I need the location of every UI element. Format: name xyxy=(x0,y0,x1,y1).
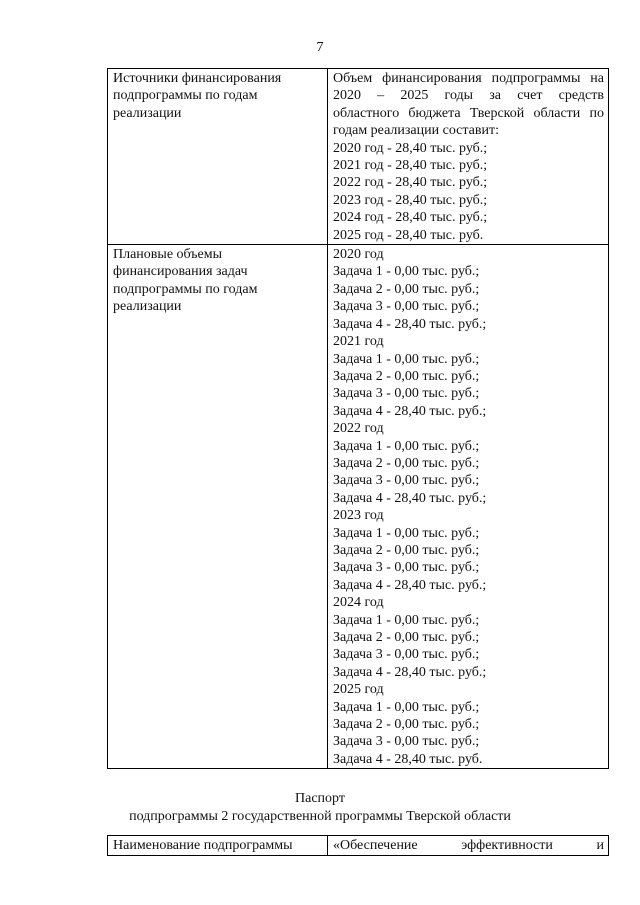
list-item: Задача 2 - 0,00 тыс. руб.; xyxy=(333,455,480,471)
list-item: Задача 1 - 0,00 тыс. руб.; xyxy=(333,525,480,541)
intro-line: годам реализации составит: xyxy=(333,123,499,139)
list-item: Задача 2 - 0,00 тыс. руб.; xyxy=(333,542,480,558)
list-item: 2024 год xyxy=(333,595,384,611)
subprogram-name-cell xyxy=(328,836,609,856)
passport-title: Паспорт xyxy=(295,791,345,806)
year-amount-line: 2023 год - 28,40 тыс. руб.; xyxy=(333,192,488,208)
list-item: 2025 год xyxy=(333,682,384,698)
list-item: 2021 год xyxy=(333,334,384,350)
list-item: Задача 3 - 0,00 тыс. руб.; xyxy=(333,299,480,315)
table-row xyxy=(108,836,609,856)
year-amount-line: 2022 год - 28,40 тыс. руб.; xyxy=(333,175,488,191)
list-item: Задача 3 - 0,00 тыс. руб.; xyxy=(333,386,480,402)
intro-line: областного бюджета Тверской области по xyxy=(333,105,604,121)
list-item: Задача 1 - 0,00 тыс. руб.; xyxy=(333,699,480,715)
list-item: Задача 2 - 0,00 тыс. руб.; xyxy=(333,281,480,297)
page-number: 7 xyxy=(316,40,324,55)
list-item: Задача 2 - 0,00 тыс. руб.; xyxy=(333,717,480,733)
row-label-planned-volumes: Плановые объемы финансирования задач подпрограммы по годам реализации xyxy=(108,245,328,769)
list-item: Задача 3 - 0,00 тыс. руб.; xyxy=(333,647,480,663)
list-item: Задача 1 - 0,00 тыс. руб.; xyxy=(333,438,480,454)
financing-table xyxy=(107,68,609,769)
list-item: Задача 4 - 28,40 тыс. руб.; xyxy=(333,403,487,419)
list-item: Задача 1 - 0,00 тыс. руб.; xyxy=(333,351,480,367)
year-amount-line: 2024 год - 28,40 тыс. руб.; xyxy=(333,210,488,226)
table-row xyxy=(108,245,609,769)
list-item: 2022 год xyxy=(333,421,384,437)
year-amount-line: 2025 год - 28,40 тыс. руб. xyxy=(333,227,484,243)
intro-line: Объем финансирования подпрограммы на xyxy=(333,71,604,86)
list-item: 2023 год xyxy=(333,508,384,524)
list-item: Задача 4 - 28,40 тыс. руб.; xyxy=(333,577,487,593)
list-item: Задача 2 - 0,00 тыс. руб.; xyxy=(333,368,480,384)
row-label-financing-sources: Источники финансирования подпрограммы по годам реализации xyxy=(108,69,328,245)
list-item: Задача 4 - 28,40 тыс. руб. xyxy=(333,751,483,767)
list-item: Задача 4 - 28,40 тыс. руб.; xyxy=(333,664,487,680)
subprogram-name-value: «Обеспечение эффективности и xyxy=(333,838,604,853)
list-item: Задача 3 - 0,00 тыс. руб.; xyxy=(333,734,480,750)
list-item: Задача 1 - 0,00 тыс. руб.; xyxy=(333,612,480,628)
financing-sources-cell xyxy=(328,69,609,245)
list-item: 2020 год xyxy=(333,247,384,263)
year-amount-line: 2020 год - 28,40 тыс. руб.; xyxy=(333,140,488,156)
list-item: Задача 3 - 0,00 тыс. руб.; xyxy=(333,473,480,489)
intro-line: 2020 – 2025 годы за счет средств xyxy=(333,88,604,104)
passport-subtitle: подпрограммы 2 государственной программы Тверской области xyxy=(129,809,511,824)
list-item: Задача 2 - 0,00 тыс. руб.; xyxy=(333,630,480,645)
list-item: Задача 4 - 28,40 тыс. руб.; xyxy=(333,316,487,332)
list-item: Задача 4 - 28,40 тыс. руб.; xyxy=(333,490,487,506)
year-amount-line: 2021 год - 28,40 тыс. руб.; xyxy=(333,158,488,174)
row-label-subprogram-name: Наименование подпрограммы xyxy=(108,836,328,856)
list-item: Задача 3 - 0,00 тыс. руб.; xyxy=(333,560,480,576)
planned-volumes-cell xyxy=(328,245,609,769)
passport-table xyxy=(107,835,609,856)
table-row xyxy=(108,69,609,245)
list-item: Задача 1 - 0,00 тыс. руб.; xyxy=(333,264,480,280)
